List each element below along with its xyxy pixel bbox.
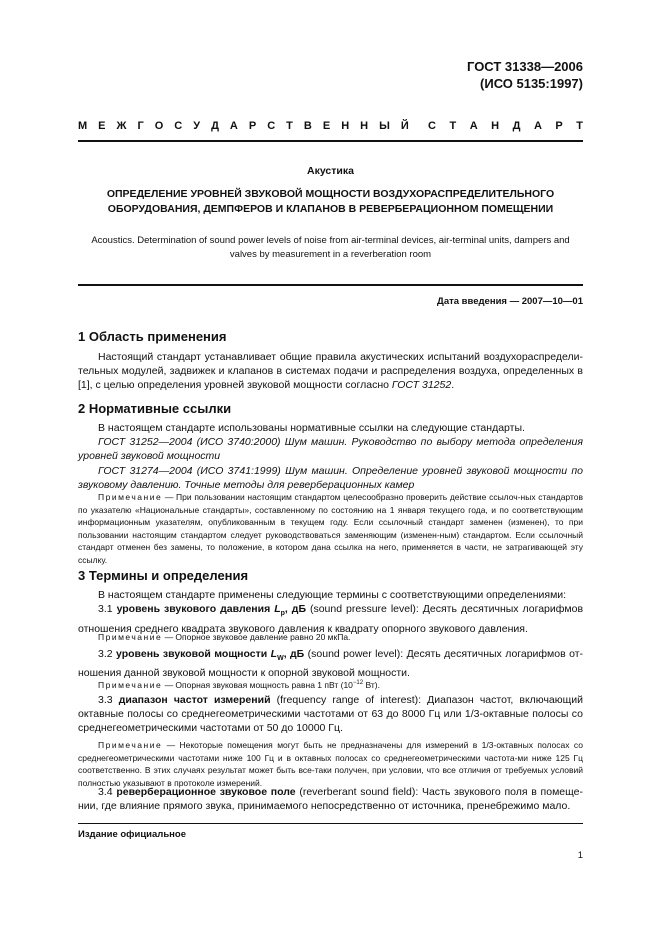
standard-code-block [467,58,583,92]
banner-letter: М [78,120,88,132]
term-definition: (sound power level): Десять десятичных логарифмов от-ношения данной звуковой мощности к опорной звуковой мощности. [78,648,584,680]
title-en-line1: Acoustics. Determination of sound power levels of noise from air-terminal devices, air-terminal units, dampers and [91,235,570,246]
top-rule [78,140,583,142]
term-3-3-text [78,693,583,736]
footer-rule [78,823,583,824]
banner-word-1 [78,120,409,132]
banner-letter: А [533,120,542,132]
term-number: 3.3 [98,694,119,706]
term-symbol-sub: p [280,610,285,618]
gost-code: ГОСТ 31338—2006 [467,59,583,74]
normative-ref-1-text: ГОСТ 31252—2004 (ИСО 3740:2000) Шум машин. Руководство по выбору метода определения уровней звуковой мощности [78,436,583,463]
banner-letter: В [303,120,312,132]
normative-ref-2-text: ГОСТ 31274—2004 (ИСО 3741:1999) Шум машин. Определение уровней звуковой мощности по звуковому давлению. Точные методы для реверберационных камер [78,464,583,491]
banner-letter: С [267,120,276,132]
term-3-2-text [78,647,583,681]
document-title-ru [78,187,583,217]
term-3-4 [78,785,583,813]
banner-letter: У [193,120,201,132]
page-number: 1 [577,850,583,861]
banner-letter: Н [360,120,369,132]
note-label: Примечание [98,679,163,690]
banner-letter: Т [576,120,583,132]
subject-heading: Акустика [307,165,354,177]
term-definition: (reverberant sound field): Часть звукового поля в помеще-нии, где влияние прямого звука, принимаемого непосредственно от источника, пренебрежимо мало. [78,786,583,813]
note-text: — Опорное звуковое давление равно 20 мкПа. [162,632,351,642]
iso-code: (ИСО 5135:1997) [480,76,583,91]
banner-letter: С [428,120,436,132]
note-label: Примечание [98,492,163,502]
banner-letter: Е [322,120,331,132]
term-number: 3.2 [98,648,117,660]
banner-letter: Т [449,120,457,132]
introduction-date: Дата введения — 2007—10—01 [437,296,583,307]
term-symbol: L [274,603,281,616]
term-name: диапазон частот измерений [118,694,271,706]
note-label: Примечание [98,740,163,750]
section1-ref: ГОСТ 31252 [391,379,452,392]
term-3-2-note [78,677,583,691]
term-definition: (sound pressure level): Десять десятичных логарифмов отношения среднего квадрата звукового давления к квадрату опорного звукового давления. [78,603,584,635]
section1-end: . [451,379,455,392]
banner-word-2 [428,120,583,132]
banner-letter: Н [341,120,350,132]
banner-letter: Ы [379,120,390,132]
term-unit: , дБ [284,603,306,616]
section3-intro [78,588,583,636]
section2-intro: В настоящем стандарте использованы нормативные ссылки на следующие стандарты. [98,422,525,434]
term-3-3 [78,693,583,736]
section1-heading: 1 Область применения [78,329,227,344]
note-text: — Некоторые помещения могут быть не предназначены для измерений в 1/3-октавных полосах со среднегеометрическими частотами ниже 100 Гц и в октавных полосах со среднегеометрическими частота-ми ниже 125 Гц соответственно. В этих случаях результат может быть все-таки получен, при условии, что все отличия от требуемых условий полностью указывают в протоколе измерений. [78,740,583,788]
note-exponent: −12 [352,680,364,686]
term-3-2 [78,647,583,681]
note-text: — При пользовании настоящим стандартом целесообразно проверить действие ссылоч-ных стандартов по указателю «Национальные стандарты», составленному по состоянию на 1 января текущего года, и по соответствующим информационным указателям, опубликованным в текущем году. Если ссылочный стандарт заменен (изменен), то при пользовании настоящим стандартом следует руководствоваться заменяющим (изменен-ным) стандартом. Если ссылочный стандарт отменен без замены, то положение, в котором дана ссылка на него, применяется в части, не затрагивающей эту ссылку. [78,492,583,565]
term-3-1-note [78,631,583,644]
banner-letter: Н [491,120,500,132]
banner-letter: Д [512,120,521,132]
term-number: 3.4 [98,786,117,798]
banner-letter: С [174,120,183,132]
term-unit: , дБ [283,648,305,660]
banner-letter: А [229,120,238,132]
term-name: уровень звукового давления [116,603,275,616]
banner-letter: Р [555,120,563,132]
term-3-4-text [78,785,583,813]
banner-letter: Й [400,120,409,132]
banner-letter: Е [98,120,106,132]
normative-ref-1 [78,435,583,463]
banner-letter: Т [286,120,293,132]
section3-heading: 3 Термины и определения [78,568,249,583]
normative-ref-2 [78,464,583,492]
edition-label: Издание официальное [78,829,186,840]
section2-heading: 2 Нормативные ссылки [78,401,232,416]
note-label: Примечание [98,632,163,642]
banner-letter: Г [137,120,144,132]
term-symbol-sub: W [277,655,284,663]
title-ru-line2: ОБОРУДОВАНИЯ, ДЕМПФЕРОВ И КЛАПАНОВ В РЕВЕРБЕРАЦИОННОМ ПОМЕЩЕНИИ [107,203,554,215]
interstate-standard-banner [78,120,583,132]
section2-note [78,491,583,566]
title-rule [78,284,583,286]
term-name: реверберационное звуковое поле [116,786,296,798]
section1-paragraph [78,350,583,393]
term-definition: (frequency range of interest): Диапазон частот, включающий октавные полосы со среднегеометрическими частотами от 63 до 8000 Гц или 1/3-октавные полосы со среднегеометрическими частотами от 50 до 10000 Гц. [78,694,583,735]
section2-body [78,421,583,492]
document-title-en [88,234,573,262]
banner-letter: Р [248,120,257,132]
banner-letter: Ж [116,120,127,132]
term-number: 3.1 [98,603,117,616]
banner-letter: О [154,120,164,132]
banner-letter: А [469,120,478,132]
term-3-3-note [78,739,583,789]
note-text-end: Вт). [363,679,380,690]
banner-letter: Д [211,120,219,132]
note-text: — Опорная звуковая мощность равна 1 пВт (10 [162,679,353,690]
section3-intro-text: В настоящем стандарте применены следующие термины с соответствующими определениями: [98,589,567,601]
section1-text: Настоящий стандарт устанавливает общие правила акустических испытаний воздухораспредели-тельных модулей, задвижек и клапанов в системах подачи и распределения воздуха, определенных в [1], с целью определения уровней звуковой мощности согласно [78,351,583,392]
term-name: уровень звуковой мощности [116,648,271,660]
term-symbol: L [270,648,278,660]
title-en-line2: valves by measurement in a reverberation room [229,249,432,260]
title-ru-line1: ОПРЕДЕЛЕНИЕ УРОВНЕЙ ЗВУКОВОЙ МОЩНОСТИ ВОЗДУХОРАСПРЕДЕЛИТЕЛЬНОГО [106,188,555,200]
